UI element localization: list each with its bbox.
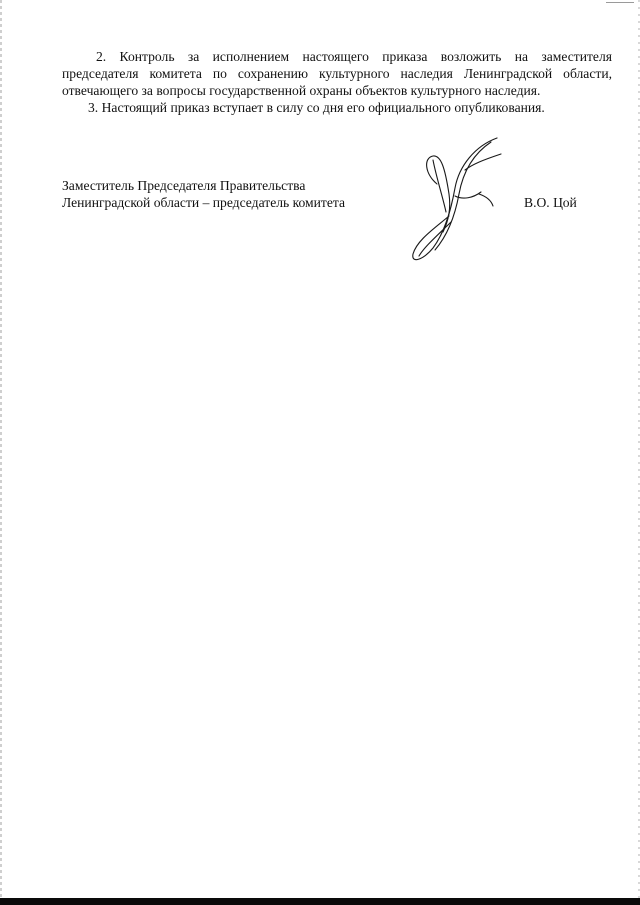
scan-left-edge [0,0,2,900]
signatory-position-line-2: Ленинградской области – председатель комитета [62,195,346,210]
paragraph-effective-date-clause: 3. Настоящий приказ вступает в силу со дня его официального опубликования. [88,100,545,115]
signatory-position-line-1: Заместитель Председателя Правительства [62,178,306,193]
paragraph-control-clause: 2. Контроль за исполнением настоящего приказа возложить на заместителя председателя комитета по сохранению культурного наследия Ленинградской области, отвечающего за вопросы государственной охраны объектов культурного наследия. [62,49,612,98]
order-body [62,48,612,116]
handwritten-signature [405,136,515,266]
scan-top-mark [606,2,634,3]
signatory-position [62,177,345,211]
scan-bottom-edge [0,898,640,905]
signatory-name: В.О. Цой [524,195,577,210]
